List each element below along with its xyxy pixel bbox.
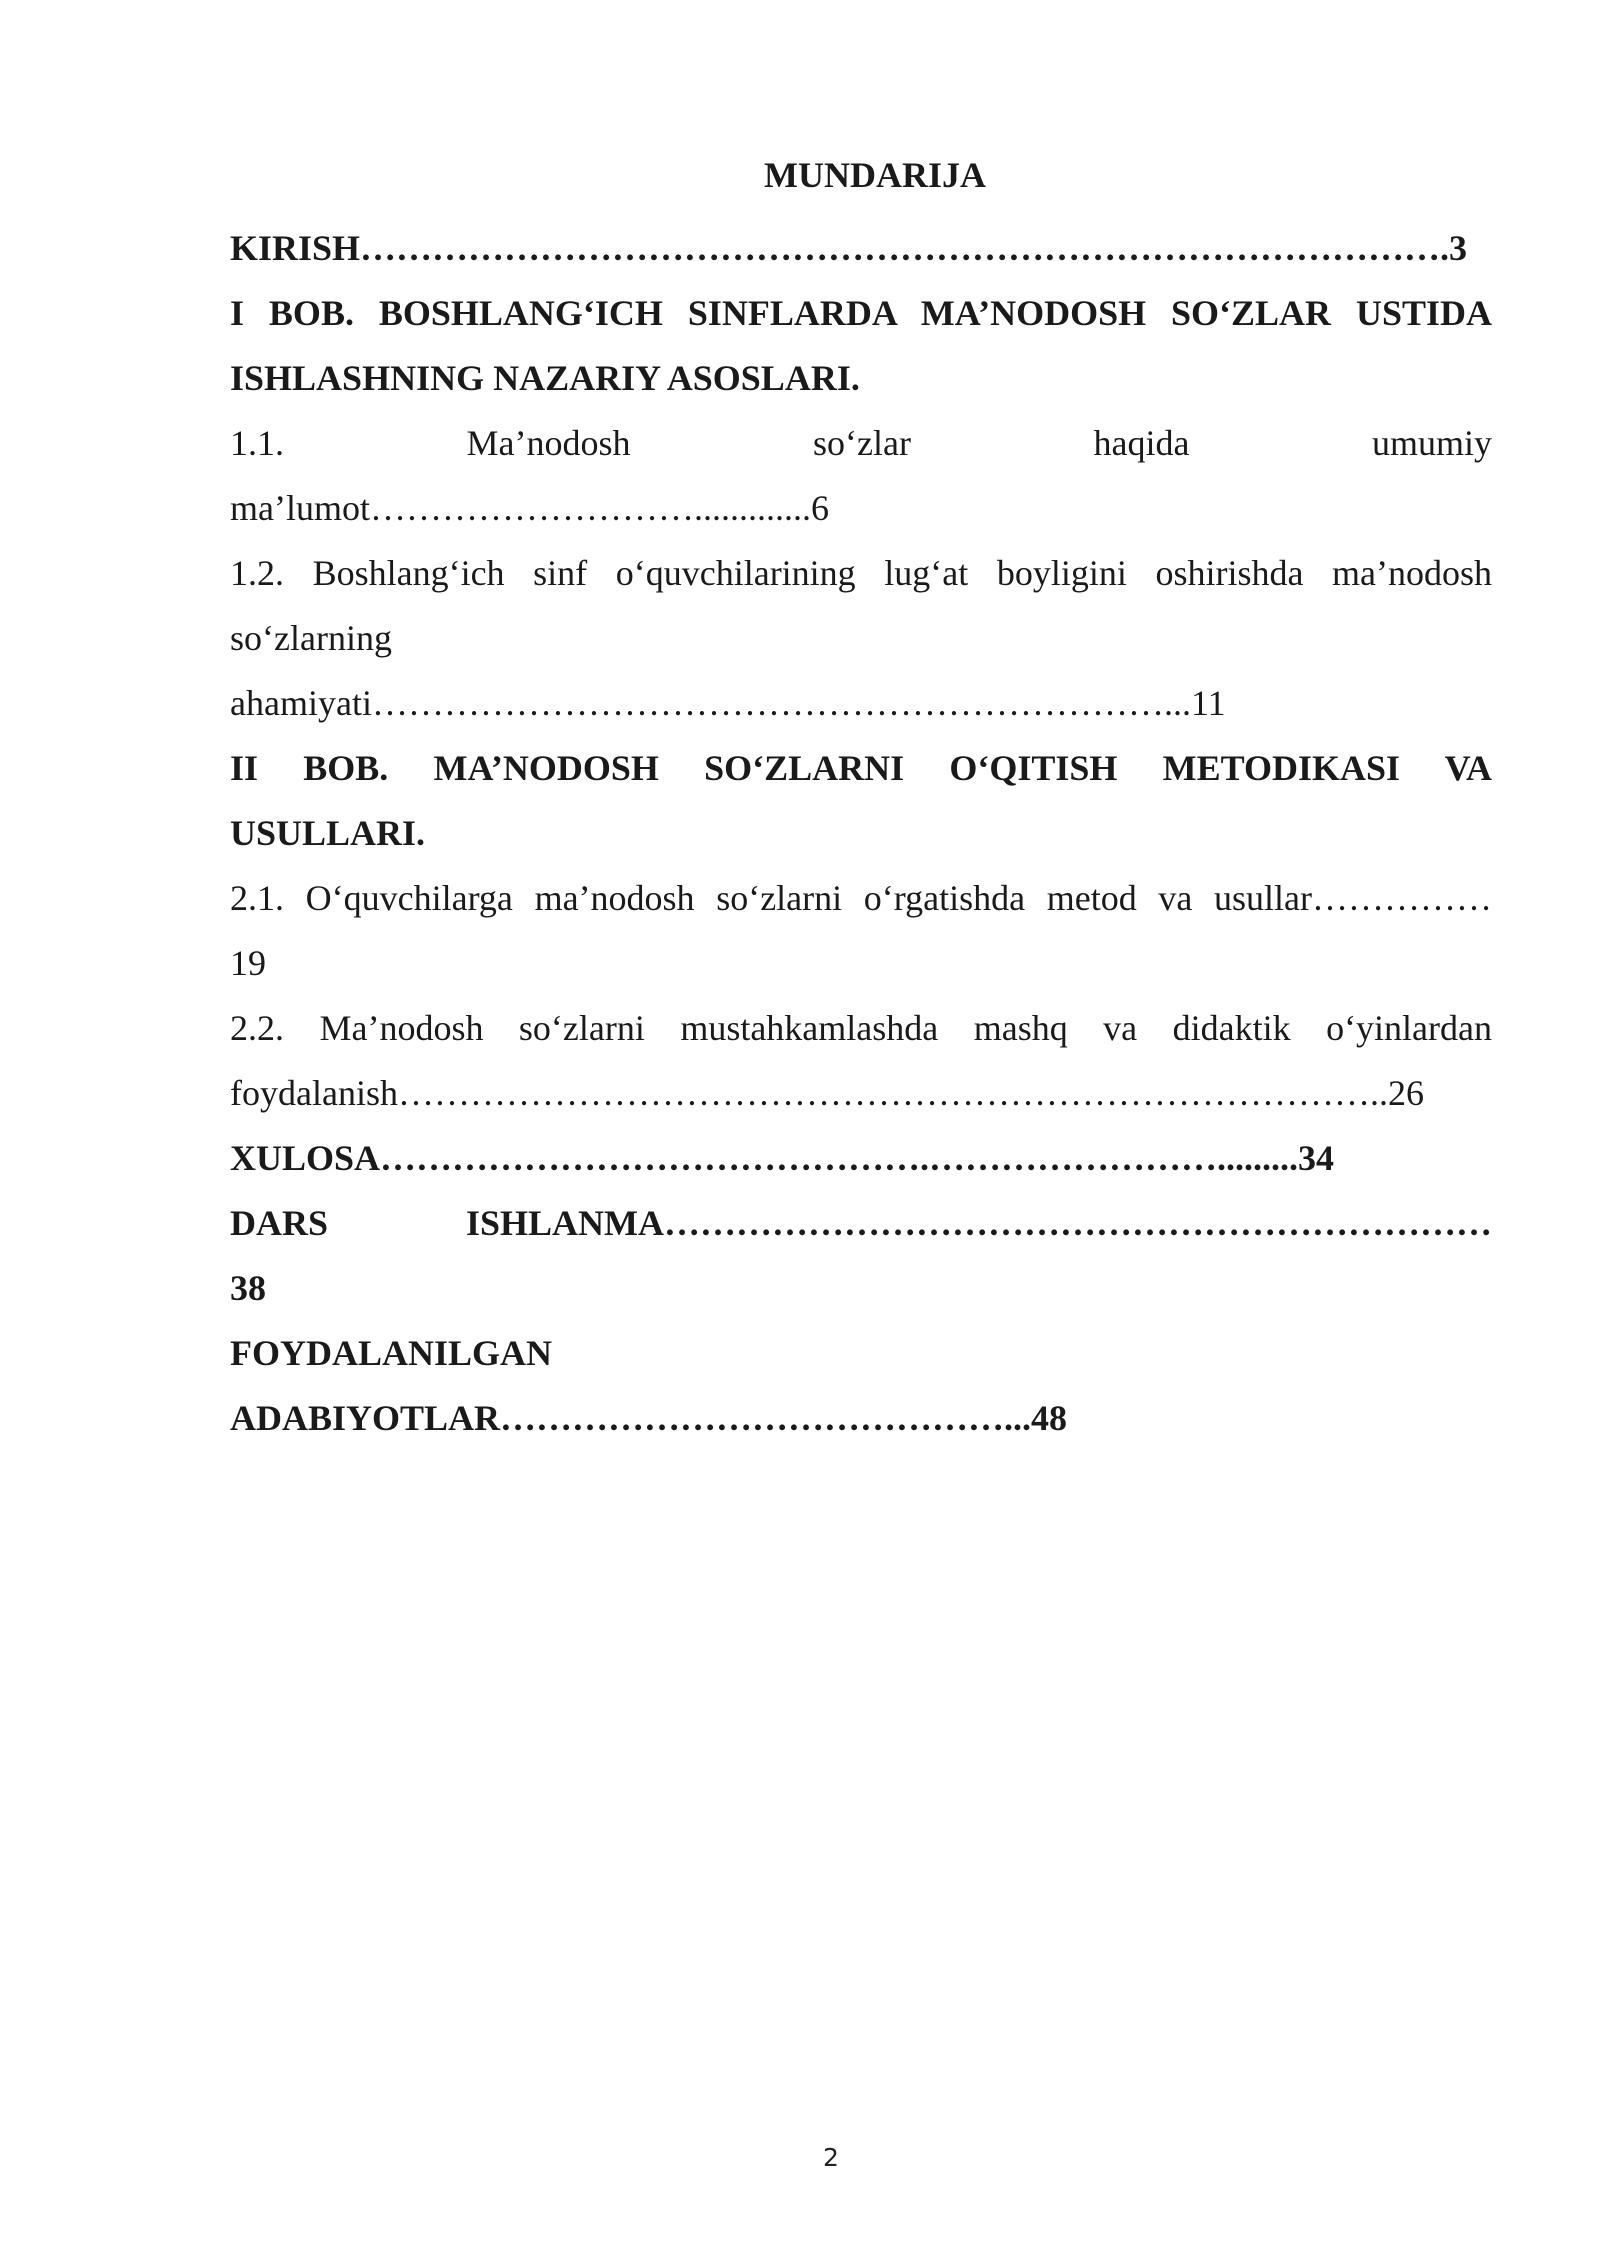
toc-entry-xulosa: XULOSA……………………………………….…………………….........34 (230, 1138, 1335, 1178)
toc-entry-2-2-cont: foydalanish………………………………………………………………………..26 (230, 1073, 1424, 1113)
toc-entry-dars-ishlanma-cont: 38 (230, 1268, 266, 1308)
toc-entry-2-1: 2.1. O‘quvchilarga ma’nodosh so‘zlarni o‘rgatishda metod va usullar…………… (230, 878, 1492, 918)
toc-entry-adabiyotlar: FOYDALANILGAN (230, 1333, 553, 1373)
toc-entry-dars-ishlanma: DARS ISHLANMA…………………………………………………………… (230, 1203, 1492, 1243)
toc-chapter-1-heading-cont: ISHLASHNING NAZARIY ASOSLARI. (230, 358, 860, 398)
page-number: 2 (823, 2143, 839, 2172)
toc-chapter-2-heading-cont: USULLARI. (230, 813, 426, 853)
page-title: MUNDARIJA (764, 155, 986, 195)
toc-entry-2-1-cont: 19 (230, 943, 266, 983)
toc-entry-2-2: 2.2. Ma’nodosh so‘zlarni mustahkamlashda mashq va didaktik o‘yinlardan (230, 1008, 1492, 1048)
toc-entry-1-2: 1.2. Boshlang‘ich sinf o‘quvchilarining lug‘at boyligini oshirishda ma’nodosh (230, 553, 1492, 593)
toc-entry-kirish: KIRISH……………………………………………………………………………….3 (230, 228, 1468, 268)
toc-chapter-2-heading: II BOB. MA’NODOSH SO‘ZLARNI O‘QITISH METODIKASI VA (230, 748, 1492, 788)
toc-chapter-1-heading: I BOB. BOSHLANG‘ICH SINFLARDA MA’NODOSH SO‘ZLAR USTIDA (230, 293, 1492, 333)
toc-entry-adabiyotlar-cont: ADABIYOTLAR……………………………………...48 (230, 1398, 1068, 1438)
toc-entry-1-2-cont: so‘zlarning (230, 618, 392, 658)
toc-entry-1-1-cont: ma’lumot……………………….............6 (230, 488, 829, 528)
toc-entry-1-1: 1.1. Ma’nodosh so‘zlar haqida umumiy (230, 423, 1492, 463)
table-of-contents (230, 150, 1492, 1451)
toc-entry-1-2-cont2: ahamiyati…………………………………………………………...11 (230, 683, 1226, 723)
